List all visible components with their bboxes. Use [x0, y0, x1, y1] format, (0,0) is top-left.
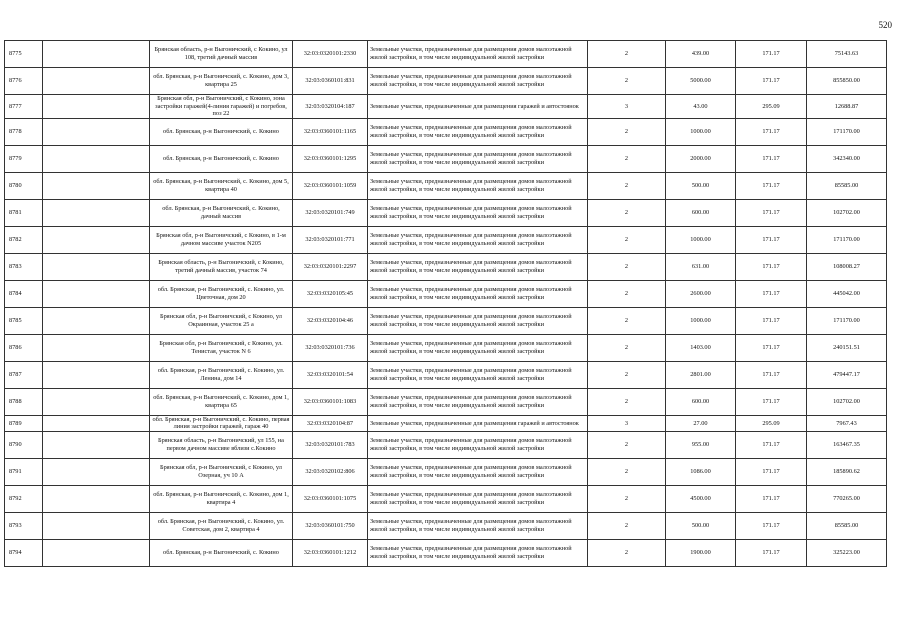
specific-value-cell: 295.09 [736, 95, 807, 119]
address-cell: Брянская область, р-н Выгоничский, с Кокино, третий дачный массив, участок 74 [150, 253, 293, 280]
land-use-cell: Земельные участки, предназначенные для размещения гаражей и автостоянок [368, 415, 588, 431]
empty-cell [43, 539, 150, 566]
row-number-cell: 8776 [5, 68, 43, 95]
specific-value-cell: 171.17 [736, 280, 807, 307]
cadastral-value-cell: 342340.00 [807, 145, 887, 172]
group-cell: 2 [588, 539, 666, 566]
cadastral-number-cell: 32:03:0360101:1083 [293, 388, 368, 415]
group-cell: 2 [588, 512, 666, 539]
empty-cell [43, 68, 150, 95]
cadastral-value-cell: 12688.87 [807, 95, 887, 119]
cadastral-number-cell: 32:03:0360101:1295 [293, 145, 368, 172]
empty-cell [43, 41, 150, 68]
area-cell: 4500.00 [666, 485, 736, 512]
specific-value-cell: 171.17 [736, 388, 807, 415]
address-cell: обл. Брянская, р-н Выгоничский, с. Кокино, дом 1, квартира 4 [150, 485, 293, 512]
land-use-cell: Земельные участки, предназначенные для размещения домов малоэтажной жилой застройки, в том числе индивидуальной жилой застройки [368, 431, 588, 458]
cadastral-value-cell: 85585.00 [807, 512, 887, 539]
table-row [5, 280, 887, 307]
address-cell: Брянская обл, р-н Выгоничский, с Кокино, ул Окраинная, участок 25 а [150, 307, 293, 334]
cadastral-value-cell: 163467.35 [807, 431, 887, 458]
address-cell: Брянская обл, р-н Выгоничский, с Кокино, ул. Тенистая, участок N 6 [150, 334, 293, 361]
row-number-cell: 8788 [5, 388, 43, 415]
cadastral-value-cell: 855850.00 [807, 68, 887, 95]
row-number-cell: 8784 [5, 280, 43, 307]
group-cell: 2 [588, 361, 666, 388]
land-use-cell: Земельные участки, предназначенные для размещения домов малоэтажной жилой застройки, в том числе индивидуальной жилой застройки [368, 539, 588, 566]
cadastral-value-cell: 108008.27 [807, 253, 887, 280]
row-number-cell: 8791 [5, 458, 43, 485]
land-use-cell: Земельные участки, предназначенные для размещения гаражей и автостоянок [368, 95, 588, 119]
table-row [5, 41, 887, 68]
group-cell: 3 [588, 415, 666, 431]
land-use-cell: Земельные участки, предназначенные для размещения домов малоэтажной жилой застройки, в том числе индивидуальной жилой застройки [368, 307, 588, 334]
table-row [5, 172, 887, 199]
area-cell: 955.00 [666, 431, 736, 458]
specific-value-cell: 171.17 [736, 145, 807, 172]
table-body [5, 41, 887, 567]
area-cell: 600.00 [666, 199, 736, 226]
group-cell: 2 [588, 172, 666, 199]
area-cell: 500.00 [666, 512, 736, 539]
table-row [5, 145, 887, 172]
group-cell: 2 [588, 68, 666, 95]
table-row [5, 95, 887, 119]
address-cell: обл. Брянская, р-н Выгоничский, с. Кокино, ул. Ленина, дом 14 [150, 361, 293, 388]
group-cell: 2 [588, 41, 666, 68]
cadastral-number-cell: 32:03:0320104:46 [293, 307, 368, 334]
address-cell: обл. Брянская, р-н Выгоничский, с. Кокино, ул. Советская, дом 2, квартира 4 [150, 512, 293, 539]
empty-cell [43, 485, 150, 512]
empty-cell [43, 253, 150, 280]
row-number-cell: 8792 [5, 485, 43, 512]
land-use-cell: Земельные участки, предназначенные для размещения домов малоэтажной жилой застройки, в том числе индивидуальной жилой застройки [368, 512, 588, 539]
land-use-cell: Земельные участки, предназначенные для размещения домов малоэтажной жилой застройки, в том числе индивидуальной жилой застройки [368, 485, 588, 512]
address-cell: обл. Брянская, р-н Выгоничский, с. Кокино, дом 1, квартира 65 [150, 388, 293, 415]
table-row [5, 388, 887, 415]
empty-cell [43, 145, 150, 172]
address-cell: обл. Брянская, р-н Выгоничский, с. Кокино, дачный массив [150, 199, 293, 226]
row-number-cell: 8787 [5, 361, 43, 388]
row-number-cell: 8789 [5, 415, 43, 431]
row-number-cell: 8783 [5, 253, 43, 280]
area-cell: 1000.00 [666, 307, 736, 334]
empty-cell [43, 280, 150, 307]
area-cell: 2000.00 [666, 145, 736, 172]
empty-cell [43, 512, 150, 539]
row-number-cell: 8782 [5, 226, 43, 253]
land-use-cell: Земельные участки, предназначенные для размещения домов малоэтажной жилой застройки, в том числе индивидуальной жилой застройки [368, 199, 588, 226]
specific-value-cell: 171.17 [736, 253, 807, 280]
cadastral-value-cell: 479447.17 [807, 361, 887, 388]
row-number-cell: 8785 [5, 307, 43, 334]
empty-cell [43, 361, 150, 388]
address-cell: обл. Брянская, р-н Выгоничский, с. Кокино, дом 3, квартира 25 [150, 68, 293, 95]
empty-cell [43, 226, 150, 253]
cadastral-value-cell: 171170.00 [807, 118, 887, 145]
table-row [5, 226, 887, 253]
cadastral-value-cell: 102702.00 [807, 199, 887, 226]
specific-value-cell: 171.17 [736, 41, 807, 68]
group-cell: 3 [588, 95, 666, 119]
land-use-cell: Земельные участки, предназначенные для размещения домов малоэтажной жилой застройки, в том числе индивидуальной жилой застройки [368, 458, 588, 485]
empty-cell [43, 118, 150, 145]
page-number: 520 [878, 20, 892, 30]
group-cell: 2 [588, 118, 666, 145]
cadastral-number-cell: 32:03:0320101:2330 [293, 41, 368, 68]
area-cell: 2801.00 [666, 361, 736, 388]
row-number-cell: 8794 [5, 539, 43, 566]
area-cell: 439.00 [666, 41, 736, 68]
row-number-cell: 8793 [5, 512, 43, 539]
land-use-cell: Земельные участки, предназначенные для размещения домов малоэтажной жилой застройки, в том числе индивидуальной жилой застройки [368, 388, 588, 415]
land-use-cell: Земельные участки, предназначенные для размещения домов малоэтажной жилой застройки, в том числе индивидуальной жилой застройки [368, 118, 588, 145]
table-row [5, 485, 887, 512]
area-cell: 600.00 [666, 388, 736, 415]
area-cell: 1000.00 [666, 118, 736, 145]
land-use-cell: Земельные участки, предназначенные для размещения домов малоэтажной жилой застройки, в том числе индивидуальной жилой застройки [368, 145, 588, 172]
empty-cell [43, 415, 150, 431]
table-row [5, 431, 887, 458]
group-cell: 2 [588, 334, 666, 361]
land-use-cell: Земельные участки, предназначенные для размещения домов малоэтажной жилой застройки, в том числе индивидуальной жилой застройки [368, 68, 588, 95]
cadastral-value-cell: 85585.00 [807, 172, 887, 199]
address-cell: обл. Брянская, р-н Выгоничский, с. Кокино, ул. Цветочная, дом 20 [150, 280, 293, 307]
specific-value-cell: 171.17 [736, 539, 807, 566]
table-row [5, 539, 887, 566]
empty-cell [43, 307, 150, 334]
cadastral-value-cell: 770265.00 [807, 485, 887, 512]
empty-cell [43, 388, 150, 415]
cadastral-value-cell: 185890.62 [807, 458, 887, 485]
address-cell: обл. Брянская, р-н Выгоничский, с. Кокино [150, 539, 293, 566]
group-cell: 2 [588, 458, 666, 485]
area-cell: 2600.00 [666, 280, 736, 307]
address-cell: Брянская обл, р-н Выгоничский, с Кокино, ул Озерная, уч 10 А [150, 458, 293, 485]
address-cell: Брянская область, р-н Выгоничский, ул 155, на первом дачном массиве вблизи с.Кокино [150, 431, 293, 458]
row-number-cell: 8775 [5, 41, 43, 68]
group-cell: 2 [588, 431, 666, 458]
cadastral-number-cell: 32:03:0320101:54 [293, 361, 368, 388]
address-cell: Брянская область, р-н Выгоничский, с Кокино, ул 108, третий дачный массив [150, 41, 293, 68]
row-number-cell: 8786 [5, 334, 43, 361]
specific-value-cell: 171.17 [736, 118, 807, 145]
address-cell: обл. Брянская, р-н Выгоничский, с. Кокино [150, 118, 293, 145]
cadastral-number-cell: 32:03:0360101:1075 [293, 485, 368, 512]
row-number-cell: 8781 [5, 199, 43, 226]
row-number-cell: 8778 [5, 118, 43, 145]
cadastral-number-cell: 32:03:0320101:783 [293, 431, 368, 458]
specific-value-cell: 171.17 [736, 485, 807, 512]
cadastral-value-cell: 325223.00 [807, 539, 887, 566]
cadastral-value-cell: 445042.00 [807, 280, 887, 307]
cadastral-value-cell: 7967.43 [807, 415, 887, 431]
cadastral-number-cell: 32:03:0360101:1165 [293, 118, 368, 145]
group-cell: 2 [588, 307, 666, 334]
area-cell: 500.00 [666, 172, 736, 199]
group-cell: 2 [588, 280, 666, 307]
table-row [5, 199, 887, 226]
area-cell: 1086.00 [666, 458, 736, 485]
address-cell: Брянская обл, р-н Выгоничский, с Кокино, зона застройки гаражей(4-линия гаражей) и погребов, поз 22 [150, 95, 293, 119]
area-cell: 1900.00 [666, 539, 736, 566]
group-cell: 2 [588, 145, 666, 172]
cadastral-number-cell: 32:03:0320101:771 [293, 226, 368, 253]
area-cell: 1403.00 [666, 334, 736, 361]
address-cell: Брянская обл, р-н Выгоничский, с Кокино, в 1-м дачном массиве участок N205 [150, 226, 293, 253]
cadastral-number-cell: 32:03:0320105:45 [293, 280, 368, 307]
land-use-cell: Земельные участки, предназначенные для размещения домов малоэтажной жилой застройки, в том числе индивидуальной жилой застройки [368, 253, 588, 280]
specific-value-cell: 295.09 [736, 415, 807, 431]
cadastral-value-cell: 102702.00 [807, 388, 887, 415]
empty-cell [43, 95, 150, 119]
group-cell: 2 [588, 253, 666, 280]
group-cell: 2 [588, 485, 666, 512]
cadastral-number-cell: 32:03:0320102:806 [293, 458, 368, 485]
cadastral-value-cell: 171170.00 [807, 226, 887, 253]
land-use-cell: Земельные участки, предназначенные для размещения домов малоэтажной жилой застройки, в том числе индивидуальной жилой застройки [368, 334, 588, 361]
land-use-cell: Земельные участки, предназначенные для размещения домов малоэтажной жилой застройки, в том числе индивидуальной жилой застройки [368, 172, 588, 199]
cadastral-value-cell: 240151.51 [807, 334, 887, 361]
row-number-cell: 8790 [5, 431, 43, 458]
empty-cell [43, 172, 150, 199]
area-cell: 631.00 [666, 253, 736, 280]
address-cell: обл. Брянская, р-н Выгоничский, с. Кокино, дом 5, квартира 40 [150, 172, 293, 199]
cadastral-number-cell: 32:03:0320101:2297 [293, 253, 368, 280]
empty-cell [43, 334, 150, 361]
specific-value-cell: 171.17 [736, 431, 807, 458]
area-cell: 27.00 [666, 415, 736, 431]
specific-value-cell: 171.17 [736, 512, 807, 539]
area-cell: 1000.00 [666, 226, 736, 253]
cadastral-number-cell: 32:03:0320104:187 [293, 95, 368, 119]
land-use-cell: Земельные участки, предназначенные для размещения домов малоэтажной жилой застройки, в том числе индивидуальной жилой застройки [368, 41, 588, 68]
cadastral-number-cell: 32:03:0360101:1212 [293, 539, 368, 566]
table-row [5, 307, 887, 334]
row-number-cell: 8779 [5, 145, 43, 172]
table-row [5, 415, 887, 431]
table-row [5, 118, 887, 145]
specific-value-cell: 171.17 [736, 334, 807, 361]
row-number-cell: 8780 [5, 172, 43, 199]
cadastral-number-cell: 32:03:0360101:750 [293, 512, 368, 539]
table-row [5, 512, 887, 539]
empty-cell [43, 458, 150, 485]
specific-value-cell: 171.17 [736, 458, 807, 485]
table-row [5, 68, 887, 95]
cadastral-number-cell: 32:03:0320104:87 [293, 415, 368, 431]
table-row [5, 458, 887, 485]
land-use-cell: Земельные участки, предназначенные для размещения домов малоэтажной жилой застройки, в том числе индивидуальной жилой застройки [368, 361, 588, 388]
land-use-cell: Земельные участки, предназначенные для размещения домов малоэтажной жилой застройки, в том числе индивидуальной жилой застройки [368, 226, 588, 253]
group-cell: 2 [588, 226, 666, 253]
table-row [5, 334, 887, 361]
cadastral-value-cell: 75143.63 [807, 41, 887, 68]
row-number-cell: 8777 [5, 95, 43, 119]
cadastral-number-cell: 32:03:0360101:831 [293, 68, 368, 95]
specific-value-cell: 171.17 [736, 307, 807, 334]
specific-value-cell: 171.17 [736, 226, 807, 253]
empty-cell [43, 199, 150, 226]
table-row [5, 361, 887, 388]
land-use-cell: Земельные участки, предназначенные для размещения домов малоэтажной жилой застройки, в том числе индивидуальной жилой застройки [368, 280, 588, 307]
cadastral-number-cell: 32:03:0320101:736 [293, 334, 368, 361]
area-cell: 43.00 [666, 95, 736, 119]
address-cell: обл. Брянская, р-н Выгоничский, с. Кокино, первая линия застройки гаражей, гараж 40 [150, 415, 293, 431]
specific-value-cell: 171.17 [736, 172, 807, 199]
cadastral-number-cell: 32:03:0360101:1059 [293, 172, 368, 199]
specific-value-cell: 171.17 [736, 68, 807, 95]
area-cell: 5000.00 [666, 68, 736, 95]
empty-cell [43, 431, 150, 458]
cadastral-value-cell: 171170.00 [807, 307, 887, 334]
group-cell: 2 [588, 388, 666, 415]
address-cell: обл. Брянская, р-н Выгоничский, с. Кокино [150, 145, 293, 172]
specific-value-cell: 171.17 [736, 361, 807, 388]
cadastral-number-cell: 32:03:0320101:749 [293, 199, 368, 226]
land-cadastral-value-table [4, 40, 887, 567]
group-cell: 2 [588, 199, 666, 226]
table-row [5, 253, 887, 280]
specific-value-cell: 171.17 [736, 199, 807, 226]
